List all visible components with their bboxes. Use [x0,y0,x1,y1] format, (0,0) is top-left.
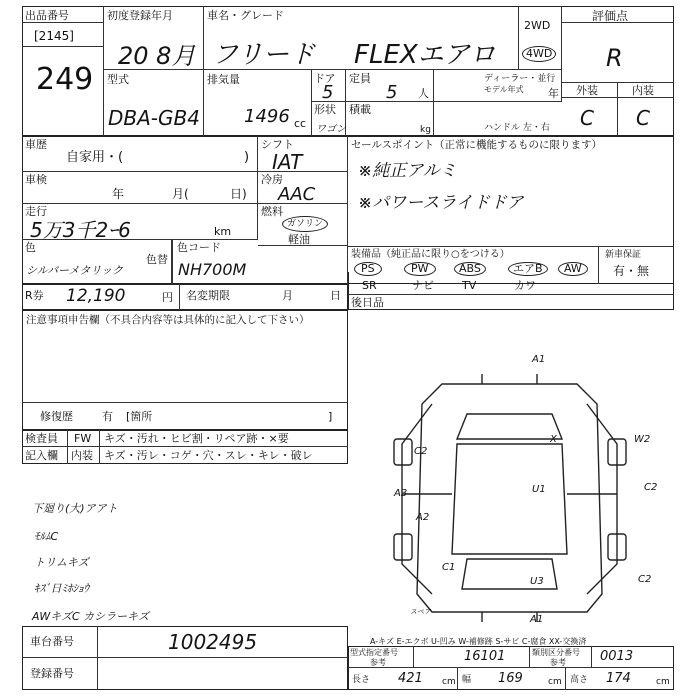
length-label: 長さ [352,675,371,685]
displacement-value: 1496 [244,106,290,127]
mark-a1-top: A1 [532,354,546,365]
sales-point-1: ※純正アルミ [358,161,457,181]
equip-airbag[interactable]: エアB [508,262,548,276]
day-label: 日) [230,187,247,201]
cert-label: 型式指定番号 [350,648,398,657]
color-code-value: NH700M [178,260,247,279]
first-reg-value: 20 8月 [118,42,196,70]
lot-divider [22,22,104,23]
mark-w2: W2 [634,434,651,445]
inspection-cell [22,172,258,204]
dealer-cell [434,70,562,102]
door-value: 5 [322,82,334,103]
usage-cell [22,136,258,172]
mark-c2-left: C2 [414,446,428,457]
mark-a2: A2 [416,512,430,523]
color-label: 色 [25,241,36,254]
lot-cell [22,6,104,136]
first-reg-cell [104,6,204,70]
color-code-label: 色コード [177,241,221,254]
cc-unit: cc [294,117,307,130]
length-unit: cm [442,677,456,687]
score-cell [562,6,674,82]
name-change-cell [180,284,348,310]
width-value: 169 [498,671,523,686]
drive-2wd: 2WD [524,19,551,32]
interior-value: C [636,106,650,130]
shift-value: IAT [272,150,303,174]
handle-label: ハンドル 左・右 [484,123,550,133]
regno-label-cell [22,658,98,690]
mark-spare: スペア [410,608,431,616]
kg-unit: kg [420,125,431,135]
first-reg-label: 初度登録年月 [107,9,173,22]
load-label: 積載 [349,103,371,116]
interior-value-cell [618,98,674,136]
sales-label: セールスポイント（正常に機能するものに限ります） [351,139,603,151]
equip-leather[interactable]: カワ [514,279,536,292]
yen-unit: 円 [162,291,173,304]
mark-c1: C1 [442,562,456,573]
mark-a3: A3 [394,488,408,499]
mileage-cell [22,204,258,240]
repair-value: 有 [102,410,113,423]
inspector-label-cell [22,430,68,447]
cert-ref: 参考 [370,658,386,667]
chassis-label: 車台番号 [30,635,74,648]
equip-aw[interactable]: AW [558,262,588,276]
inner-label: 内装 [71,449,93,462]
mark-x: X [550,434,557,445]
ac-cell [258,172,348,204]
inspection-label: 車検 [25,173,47,186]
inner-label-cell [68,447,100,464]
recycle-cell [22,284,180,310]
mark-a1-bottom: A1 [530,614,544,625]
drive-cell [518,6,562,70]
inner-items-cell [100,447,348,464]
shape-label: 形状 [314,103,336,116]
recycle-value: 12,190 [66,286,126,306]
car-name: フリード [212,40,315,70]
exterior-label: 外装 [576,84,598,97]
cert-label-cell [348,646,414,668]
equip-abs[interactable]: ABS [454,262,486,276]
mark-c2-right: C2 [644,482,658,493]
name-change-label: 名変期限 [186,289,230,302]
equip-navi[interactable]: ナビ [412,279,434,292]
fw-items: キズ・汚れ・ヒビ割・リペア跡・×要 [104,432,289,445]
fw-label: FW [74,432,92,445]
door-label: ドア [314,72,336,85]
equip-sr[interactable]: SR [362,279,377,292]
remark-5: AWキズC カシラーキズ [32,610,149,623]
class-value: 0013 [600,649,634,664]
usage-close: ) [244,150,250,165]
fw-items-cell [100,430,348,447]
class-label-cell [530,646,592,668]
capacity-cell [346,70,434,102]
mark-c2-rear: C2 [638,574,652,585]
inner-items: キズ・汚レ・コゲ・穴・スレ・キレ・破レ [104,449,313,462]
drive-4wd: 4WD [522,46,556,62]
usage-value: 自家用・( [66,150,124,165]
remark-1: 下廻り(大)アアト [32,502,118,515]
mark-u3: U3 [530,576,544,587]
warranty-value: 有・無 [613,264,650,278]
damage-legend: A-キズ E-エクボ U-凹み W-補修跡 S-サビ C-腐食 XX-交換済 [370,637,587,646]
year-unit: 年 [548,87,559,100]
record-label-cell [22,447,68,464]
year-label: 年 [112,187,125,201]
remark-2: ﾓﾙﾑC [34,530,59,543]
mileage-value: 5万3千2ｰ6 [30,218,131,242]
repair-place: [箇所 [126,410,153,423]
score-value: R [606,44,623,72]
interior-label: 内装 [632,84,654,97]
score-divider [562,22,674,23]
regno-label: 登録番号 [30,667,74,680]
cert-value: 16101 [464,649,506,664]
remark-3: トリムキズ [34,556,89,569]
displacement-label: 排気量 [207,73,240,86]
car-outline [394,374,626,622]
capacity-unit: 人 [418,87,429,100]
auction-sheet [22,4,674,700]
load-cell [346,102,434,136]
interior-label-cell [618,82,674,98]
km-unit: km [214,225,232,238]
lot-code: [2145] [34,29,74,43]
fuel-label: 燃料 [261,205,283,218]
car-diagram [372,344,672,634]
warranty-label: 新車保証 [605,250,642,260]
recycle-label: R券 [25,289,44,302]
repair-label: 修復歴 [40,410,73,423]
later-docs-cell [348,294,674,310]
fuel-diesel: 軽油 [288,233,310,246]
mark-u1: U1 [532,484,546,495]
remark-4: ｷｽﾞ日ﾐﾎｼｮｳ [34,582,89,595]
name-grade-label: 車名・グレード [207,9,284,22]
model-year-label: モデル年式 [484,85,524,94]
record-label: 記入欄 [25,449,58,462]
equip-tv[interactable]: TV [462,279,477,292]
capacity-value: 5 [386,82,398,103]
class-ref: 参考 [550,658,566,667]
height-cell [566,668,674,690]
chassis-value: 1002495 [168,630,258,654]
model-value: DBA-GB4 [108,106,200,130]
width-unit: cm [548,677,562,687]
shape-cell [312,102,346,136]
class-label: 類別区分番号 [532,648,580,657]
shift-label: シフト [261,138,294,151]
height-label: 高さ [570,675,589,685]
cert-value-cell [414,646,530,668]
height-value: 174 [606,671,631,686]
lot-label: 出品番号 [25,9,69,22]
color-code-cell [172,240,348,284]
name-grade-cell [204,6,518,70]
month-label: 月( [172,187,189,201]
door-cell [312,70,346,102]
score-label: 評価点 [592,9,629,23]
inspector-label: 検査員 [25,432,58,445]
capacity-label: 定員 [349,72,371,85]
handle-cell [434,102,562,136]
equip-ps[interactable]: PS [354,262,382,276]
chassis-label-cell [22,626,98,658]
repair-cell [22,402,348,430]
width-label: 幅 [462,675,472,685]
lot-number: 249 [36,62,94,97]
exterior-label-cell [562,82,618,98]
color-change-label: 色替 [146,253,168,266]
color-value: シルバーメタリック [26,264,123,277]
repair-close: ] [328,410,333,423]
ac-label: 冷房 [261,173,283,186]
height-unit: cm [656,677,670,687]
class-value-cell [592,646,674,668]
mileage-label: 走行 [25,205,47,218]
width-cell [458,668,566,690]
grade: FLEXエアロ [354,40,496,70]
shift-cell [258,136,348,172]
fw-label-cell [68,430,100,447]
length-value: 421 [398,671,423,686]
sales-point-2: ※パワースライドドア [358,193,524,213]
name-change-day: 日 [330,289,341,302]
chassis-value-cell [98,626,348,658]
ac-value: AAC [278,184,316,205]
length-cell [348,668,458,690]
equip-row2 [348,278,598,294]
notes-label: 注意事項申告欄（不具合内容等は具体的に記入して下さい） [26,314,310,326]
exterior-value: C [580,106,594,130]
equip-label: 装備品（純正品に限り○をつける） [351,249,510,260]
model-cell [104,70,204,136]
equip-pw[interactable]: PW [404,262,436,276]
dealer-label: ディーラー・並行 [484,74,556,84]
later-docs-label: 後日品 [351,296,384,309]
shape-value: ワゴン [316,124,346,135]
lot-divider-2 [22,46,104,47]
model-label: 型式 [107,73,129,86]
displacement-cell [204,70,312,136]
name-change-month: 月 [282,289,293,302]
sales-cell [348,136,674,246]
usage-label: 車歴 [25,138,47,151]
fuel-gas: ガソリン [282,216,328,232]
exterior-value-cell [562,98,618,136]
